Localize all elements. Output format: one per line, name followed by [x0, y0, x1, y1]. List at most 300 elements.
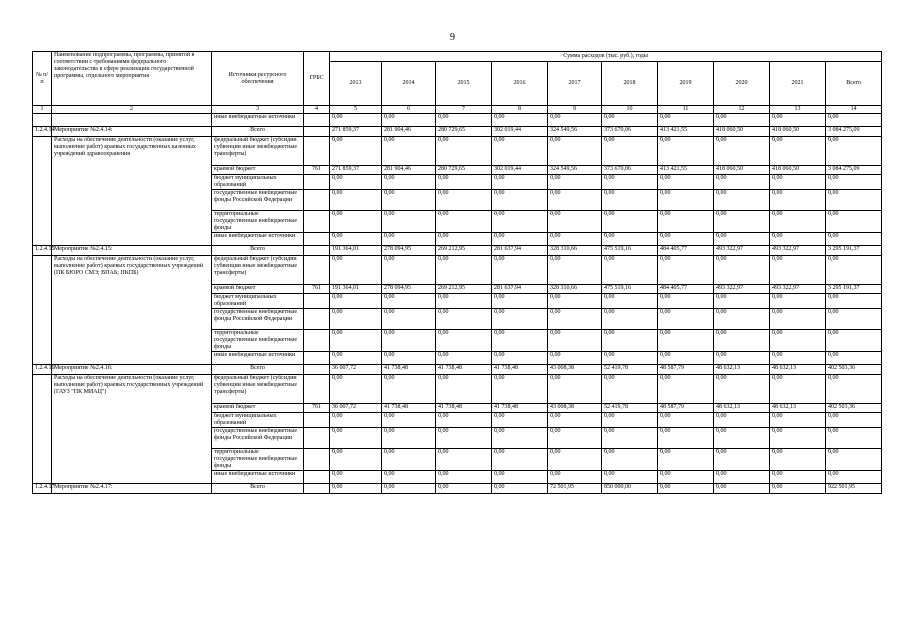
value-cell: 0,00	[548, 175, 602, 190]
source-label: краевой бюджет	[212, 404, 304, 413]
measure-title: Мероприятие №2.4.14:	[52, 127, 212, 137]
value-cell: 280 729,65	[436, 166, 492, 175]
row-code: 1.2.4.15	[33, 246, 52, 256]
source-label: бюджет муниципальных образований	[212, 294, 304, 309]
value-cell: 0,00	[770, 309, 826, 330]
value-cell: 0,00	[330, 175, 382, 190]
value-cell: 269 212,95	[436, 285, 492, 294]
value-cell: 302 019,44	[492, 127, 548, 137]
grbs-cell	[304, 375, 330, 404]
grbs-cell: 761	[304, 285, 330, 294]
value-cell: 0,00	[770, 294, 826, 309]
value-cell: 278 094,95	[382, 285, 436, 294]
source-label: бюджет муниципальных образований	[212, 175, 304, 190]
value-cell: 36 007,72	[330, 404, 382, 413]
value-cell: 0,00	[330, 484, 382, 494]
value-cell: 0,00	[826, 471, 882, 484]
total-label: Всего	[212, 246, 304, 256]
value-cell: 0,00	[548, 114, 602, 127]
value-cell: 0,00	[602, 428, 658, 449]
value-cell: 3 295 191,37	[826, 285, 882, 294]
value-cell: 475 519,16	[602, 246, 658, 256]
value-cell: 0,00	[330, 413, 382, 428]
row-code: 1.2.4.14	[33, 127, 52, 137]
value-cell: 0,00	[436, 137, 492, 166]
value-cell: 0,00	[826, 190, 882, 211]
value-cell: 0,00	[602, 330, 658, 352]
value-cell: 0,00	[382, 114, 436, 127]
value-cell: 0,00	[714, 256, 770, 285]
value-cell: 0,00	[714, 294, 770, 309]
measure-description: Расходы на обеспечение деятельности (оказание услуг, выполнение работ) краевых государственных учреждений (ГАУЗ "ПК МИАЦ")	[52, 375, 212, 484]
row-code: 1.2.4.16	[33, 365, 52, 375]
value-cell: 41 738,48	[492, 365, 548, 375]
column-number: 8	[492, 106, 548, 114]
value-cell: 0,00	[436, 352, 492, 365]
grbs-cell	[304, 309, 330, 330]
grbs-cell: 761	[304, 166, 330, 175]
row-code-empty	[33, 256, 52, 365]
value-cell: 0,00	[436, 294, 492, 309]
value-cell: 0,00	[382, 256, 436, 285]
value-cell: 0,00	[658, 233, 714, 246]
grbs-cell	[304, 294, 330, 309]
header-no: № п/п	[33, 52, 52, 106]
source-label: территориальные государственные внебюджетные фонды	[212, 449, 304, 471]
value-cell: 0,00	[436, 175, 492, 190]
value-cell: 0,00	[382, 471, 436, 484]
value-cell: 0,00	[548, 211, 602, 233]
value-cell: 41 738,48	[382, 365, 436, 375]
value-cell: 0,00	[826, 449, 882, 471]
value-cell: 0,00	[436, 428, 492, 449]
value-cell: 0,00	[492, 175, 548, 190]
value-cell: 0,00	[826, 256, 882, 285]
value-cell: 0,00	[492, 449, 548, 471]
value-cell: 3 084 275,09	[826, 127, 882, 137]
table-row	[33, 365, 882, 375]
value-cell: 0,00	[714, 309, 770, 330]
value-cell: 0,00	[658, 175, 714, 190]
value-cell: 373 670,06	[602, 127, 658, 137]
value-cell: 413 421,55	[658, 166, 714, 175]
value-cell: 48 632,13	[714, 365, 770, 375]
value-cell: 0,00	[492, 330, 548, 352]
value-cell: 72 501,95	[548, 484, 602, 494]
value-cell: 0,00	[548, 309, 602, 330]
value-cell: 0,00	[826, 211, 882, 233]
value-cell: 0,00	[436, 211, 492, 233]
table-row	[33, 256, 882, 285]
value-cell: 0,00	[548, 449, 602, 471]
value-cell: 0,00	[436, 114, 492, 127]
row-code: 1.2.4.17	[33, 484, 52, 494]
value-cell: 0,00	[382, 352, 436, 365]
value-cell: 418 060,50	[770, 166, 826, 175]
value-cell: 0,00	[330, 294, 382, 309]
value-cell: 493 322,97	[714, 285, 770, 294]
value-cell: 280 729,65	[436, 127, 492, 137]
value-cell: 0,00	[770, 211, 826, 233]
value-cell: 0,00	[382, 190, 436, 211]
value-cell: 0,00	[658, 428, 714, 449]
value-cell: 0,00	[548, 352, 602, 365]
value-cell: 0,00	[770, 375, 826, 404]
value-cell: 0,00	[658, 375, 714, 404]
value-cell: 0,00	[330, 211, 382, 233]
value-cell: 0,00	[492, 428, 548, 449]
value-cell: 0,00	[602, 352, 658, 365]
value-cell: 41 738,48	[436, 365, 492, 375]
value-cell: 52 419,78	[602, 365, 658, 375]
grbs-cell	[304, 190, 330, 211]
value-cell: 0,00	[330, 449, 382, 471]
measure-title: Мероприятие №2.4.15:	[52, 246, 212, 256]
value-cell: 373 670,06	[602, 166, 658, 175]
value-cell: 493 322,97	[770, 285, 826, 294]
value-cell: 484 405,77	[658, 285, 714, 294]
header-year: Всего	[826, 62, 882, 106]
value-cell: 48 587,79	[658, 404, 714, 413]
grbs-cell	[304, 127, 330, 137]
value-cell: 0,00	[770, 471, 826, 484]
grbs-cell	[304, 449, 330, 471]
value-cell: 0,00	[436, 190, 492, 211]
column-number: 7	[436, 106, 492, 114]
source-label: территориальные государственные внебюджетные фонды	[212, 211, 304, 233]
value-cell: 493 322,97	[714, 246, 770, 256]
value-cell: 191 364,01	[330, 246, 382, 256]
value-cell: 281 637,94	[492, 285, 548, 294]
value-cell: 0,00	[770, 190, 826, 211]
measure-title: Мероприятие №2.4.16:	[52, 365, 212, 375]
value-cell: 0,00	[548, 375, 602, 404]
value-cell: 3 295 191,37	[826, 246, 882, 256]
value-cell: 0,00	[436, 484, 492, 494]
value-cell: 418 060,50	[714, 127, 770, 137]
source-label: федеральный бюджет (субсидии субвенции иные межбюджетные трансферты)	[212, 256, 304, 285]
header-year: 2019	[658, 62, 714, 106]
value-cell: 0,00	[330, 428, 382, 449]
value-cell: 0,00	[658, 114, 714, 127]
column-number: 4	[304, 106, 330, 114]
value-cell: 0,00	[436, 449, 492, 471]
value-cell: 0,00	[770, 413, 826, 428]
grbs-cell	[304, 330, 330, 352]
value-cell: 0,00	[382, 211, 436, 233]
value-cell: 0,00	[714, 375, 770, 404]
value-cell: 0,00	[770, 352, 826, 365]
column-number: 13	[770, 106, 826, 114]
value-cell: 0,00	[382, 484, 436, 494]
value-cell: 191 364,01	[330, 285, 382, 294]
value-cell: 0,00	[770, 233, 826, 246]
value-cell: 0,00	[330, 256, 382, 285]
value-cell: 0,00	[602, 137, 658, 166]
value-cell: 484 405,77	[658, 246, 714, 256]
source-label: государственные внебюджетные фонды Российской Федерации	[212, 309, 304, 330]
value-cell: 271 859,37	[330, 127, 382, 137]
value-cell: 0,00	[436, 309, 492, 330]
value-cell: 0,00	[330, 190, 382, 211]
value-cell: 43 008,38	[548, 404, 602, 413]
table-row	[33, 375, 882, 404]
value-cell: 0,00	[714, 330, 770, 352]
value-cell: 0,00	[714, 233, 770, 246]
column-number: 12	[714, 106, 770, 114]
value-cell: 0,00	[382, 175, 436, 190]
value-cell: 0,00	[382, 413, 436, 428]
value-cell: 0,00	[826, 413, 882, 428]
value-cell: 0,00	[492, 114, 548, 127]
value-cell: 0,00	[602, 375, 658, 404]
value-cell: 0,00	[602, 211, 658, 233]
value-cell: 0,00	[658, 309, 714, 330]
value-cell: 0,00	[826, 375, 882, 404]
value-cell: 418 060,50	[770, 127, 826, 137]
value-cell: 0,00	[602, 190, 658, 211]
table-body	[33, 114, 882, 494]
grbs-cell	[304, 256, 330, 285]
row-code-empty	[33, 114, 52, 127]
header-year: 2021	[770, 62, 826, 106]
column-number: 1	[33, 106, 52, 114]
total-label: Всего	[212, 127, 304, 137]
value-cell: 0,00	[330, 233, 382, 246]
value-cell: 0,00	[548, 190, 602, 211]
value-cell: 0,00	[602, 294, 658, 309]
value-cell: 0,00	[770, 428, 826, 449]
value-cell: 0,00	[826, 137, 882, 166]
value-cell: 48 632,13	[770, 365, 826, 375]
value-cell: 0,00	[770, 114, 826, 127]
value-cell: 0,00	[382, 137, 436, 166]
value-cell: 0,00	[548, 256, 602, 285]
value-cell: 269 212,95	[436, 246, 492, 256]
value-cell: 302 019,44	[492, 166, 548, 175]
value-cell: 402 503,36	[826, 365, 882, 375]
value-cell: 0,00	[714, 428, 770, 449]
measure-title: Мероприятие №2.4.17:	[52, 484, 212, 494]
value-cell: 0,00	[382, 375, 436, 404]
header-year: 2020	[714, 62, 770, 106]
value-cell: 271 859,37	[330, 166, 382, 175]
grbs-cell	[304, 114, 330, 127]
value-cell: 0,00	[492, 352, 548, 365]
value-cell: 328 310,66	[548, 285, 602, 294]
table-row	[33, 484, 882, 494]
row-code-empty	[33, 137, 52, 246]
value-cell: 0,00	[826, 330, 882, 352]
value-cell: 0,00	[826, 309, 882, 330]
value-cell: 0,00	[826, 114, 882, 127]
value-cell: 402 503,36	[826, 404, 882, 413]
table-row	[33, 137, 882, 166]
column-number: 2	[52, 106, 212, 114]
grbs-cell	[304, 211, 330, 233]
grbs-cell	[304, 246, 330, 256]
page-number: 9	[450, 32, 455, 43]
value-cell: 0,00	[714, 190, 770, 211]
source-label: федеральный бюджет (субсидии субвенции иные межбюджетные трансферты)	[212, 137, 304, 166]
value-cell: 0,00	[714, 352, 770, 365]
grbs-cell	[304, 471, 330, 484]
value-cell: 0,00	[658, 484, 714, 494]
column-number: 11	[658, 106, 714, 114]
value-cell: 0,00	[436, 233, 492, 246]
column-number: 6	[382, 106, 436, 114]
header-grbs: ГРБС	[304, 52, 330, 106]
value-cell: 0,00	[492, 233, 548, 246]
value-cell: 0,00	[714, 484, 770, 494]
value-cell: 0,00	[714, 449, 770, 471]
value-cell: 0,00	[602, 471, 658, 484]
value-cell: 0,00	[548, 137, 602, 166]
value-cell: 0,00	[658, 352, 714, 365]
value-cell: 418 060,50	[714, 166, 770, 175]
header-year: 2016	[492, 62, 548, 106]
value-cell: 0,00	[770, 330, 826, 352]
measure-description: Расходы на обеспечение деятельности (оказание услуг, выполнение работ) краевых государственных казенных учреждений здравоохранения	[52, 137, 212, 246]
value-cell: 0,00	[602, 233, 658, 246]
value-cell: 0,00	[602, 449, 658, 471]
value-cell: 41 738,48	[492, 404, 548, 413]
value-cell: 0,00	[658, 471, 714, 484]
grbs-cell	[304, 428, 330, 449]
value-cell: 0,00	[492, 137, 548, 166]
source-label: государственные внебюджетные фонды Российской Федерации	[212, 190, 304, 211]
column-number: 9	[548, 106, 602, 114]
value-cell: 0,00	[330, 471, 382, 484]
grbs-cell	[304, 413, 330, 428]
grbs-cell	[304, 352, 330, 365]
value-cell: 0,00	[492, 190, 548, 211]
table-row	[33, 127, 882, 137]
value-cell: 0,00	[826, 428, 882, 449]
header-year: 2015	[436, 62, 492, 106]
column-number: 3	[212, 106, 304, 114]
value-cell: 36 007,72	[330, 365, 382, 375]
value-cell: 0,00	[714, 211, 770, 233]
value-cell: 3 084 275,09	[826, 166, 882, 175]
value-cell: 48 587,79	[658, 365, 714, 375]
value-cell: 48 632,13	[714, 404, 770, 413]
value-cell: 328 310,66	[548, 246, 602, 256]
value-cell: 493 322,97	[770, 246, 826, 256]
value-cell: 0,00	[382, 233, 436, 246]
value-cell: 0,00	[382, 309, 436, 330]
value-cell: 41 738,48	[382, 404, 436, 413]
value-cell: 922 501,95	[826, 484, 882, 494]
value-cell: 0,00	[492, 309, 548, 330]
value-cell: 0,00	[658, 413, 714, 428]
value-cell: 278 094,95	[382, 246, 436, 256]
value-cell: 0,00	[330, 352, 382, 365]
value-cell: 0,00	[602, 309, 658, 330]
row-code-empty	[33, 375, 52, 484]
column-number: 5	[330, 106, 382, 114]
header-year: 2018	[602, 62, 658, 106]
source-label: иные внебюджетные источники	[212, 114, 304, 127]
value-cell: 850 000,00	[602, 484, 658, 494]
value-cell: 0,00	[770, 137, 826, 166]
value-cell: 0,00	[382, 428, 436, 449]
grbs-cell: 761	[304, 404, 330, 413]
header-year: 2014	[382, 62, 436, 106]
header-name: Наименование подпрограммы, программы, принятой в соответствии с требованиями федерального законодательства в сфере реализации государственной программы, отдельного мероприятия	[52, 52, 212, 106]
measure-description: Расходы на обеспечение деятельности (оказание услуг, выполнение работ) краевых государственных учреждений (ПК БЮРО СМЭ; ВПАБ; ПКПБ)	[52, 256, 212, 365]
value-cell: 0,00	[436, 330, 492, 352]
value-cell: 0,00	[436, 375, 492, 404]
value-cell: 324 549,56	[548, 166, 602, 175]
value-cell: 0,00	[436, 471, 492, 484]
value-cell: 43 008,38	[548, 365, 602, 375]
value-cell: 281 904,46	[382, 166, 436, 175]
source-label: краевой бюджет	[212, 166, 304, 175]
table-row	[33, 114, 882, 127]
value-cell: 0,00	[330, 375, 382, 404]
value-cell: 0,00	[658, 137, 714, 166]
grbs-cell	[304, 484, 330, 494]
total-label: Всего	[212, 484, 304, 494]
value-cell: 0,00	[826, 352, 882, 365]
value-cell: 0,00	[602, 114, 658, 127]
header-year: 2013	[330, 62, 382, 106]
value-cell: 0,00	[492, 375, 548, 404]
source-label: иные внебюджетные источники	[212, 233, 304, 246]
value-cell: 0,00	[330, 309, 382, 330]
budget-table	[32, 51, 882, 494]
total-label: Всего	[212, 365, 304, 375]
value-cell: 0,00	[714, 471, 770, 484]
value-cell: 0,00	[658, 256, 714, 285]
value-cell: 0,00	[382, 330, 436, 352]
value-cell: 0,00	[492, 256, 548, 285]
value-cell: 0,00	[826, 175, 882, 190]
value-cell: 324 549,56	[548, 127, 602, 137]
value-cell: 52 419,78	[602, 404, 658, 413]
value-cell: 0,00	[492, 484, 548, 494]
value-cell: 48 632,13	[770, 404, 826, 413]
grbs-cell	[304, 365, 330, 375]
source-label: территориальные государственные внебюджетные фонды	[212, 330, 304, 352]
value-cell: 0,00	[714, 175, 770, 190]
value-cell: 0,00	[436, 413, 492, 428]
value-cell: 0,00	[714, 137, 770, 166]
value-cell: 0,00	[658, 190, 714, 211]
column-numbers-row	[33, 106, 882, 114]
source-label: иные внебюджетные источники	[212, 471, 304, 484]
value-cell: 0,00	[770, 256, 826, 285]
value-cell: 0,00	[602, 413, 658, 428]
value-cell: 0,00	[714, 413, 770, 428]
value-cell: 0,00	[548, 413, 602, 428]
value-cell: 0,00	[658, 294, 714, 309]
value-cell: 0,00	[548, 233, 602, 246]
value-cell: 0,00	[548, 471, 602, 484]
value-cell: 475 519,16	[602, 285, 658, 294]
grbs-cell	[304, 175, 330, 190]
value-cell: 0,00	[382, 294, 436, 309]
value-cell: 0,00	[548, 294, 602, 309]
value-cell: 0,00	[714, 114, 770, 127]
source-label: федеральный бюджет (субсидии субвенции иные межбюджетные трансферты)	[212, 375, 304, 404]
value-cell: 0,00	[826, 233, 882, 246]
source-label: иные внебюджетные источники	[212, 352, 304, 365]
value-cell: 0,00	[658, 211, 714, 233]
header-year: 2017	[548, 62, 602, 106]
value-cell: 0,00	[492, 413, 548, 428]
